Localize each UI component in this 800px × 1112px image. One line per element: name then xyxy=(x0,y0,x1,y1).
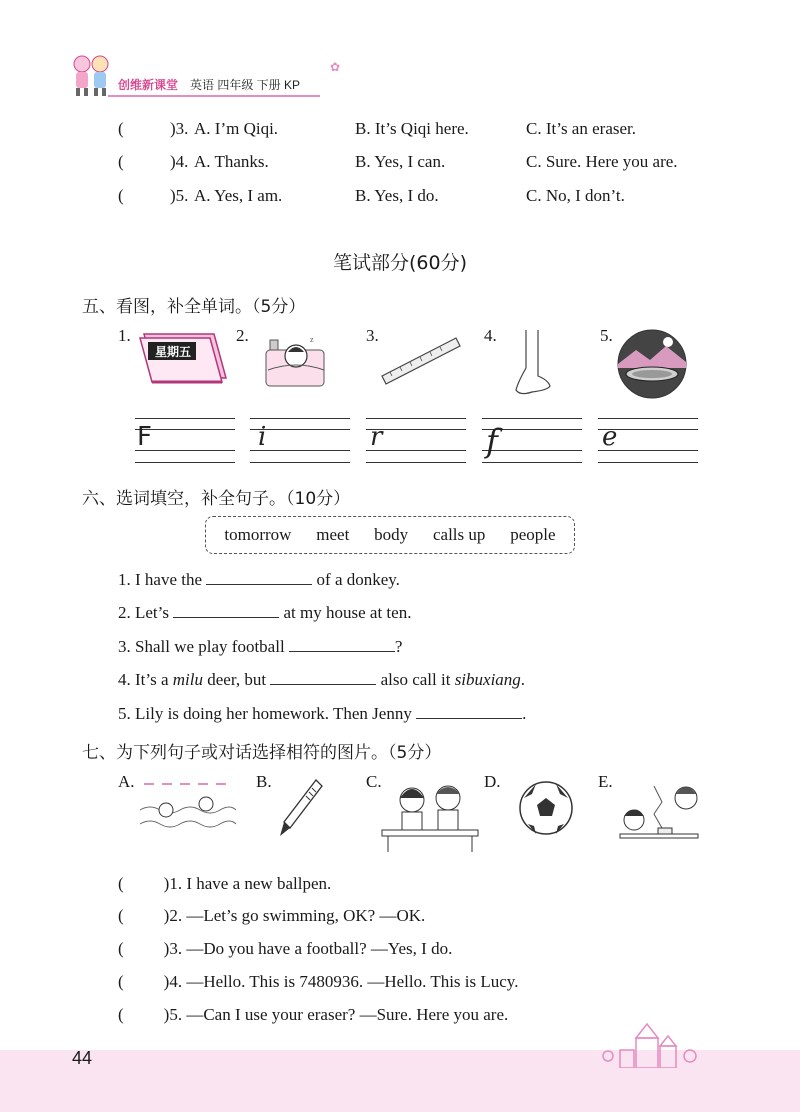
picture-label: D. xyxy=(484,772,501,791)
lake-picture xyxy=(616,328,688,400)
fill-sentence: 1. I have the of a donkey. xyxy=(118,570,400,589)
answer-blank[interactable] xyxy=(206,568,312,585)
ruler-picture xyxy=(378,330,462,390)
fill-sentence: 4. It’s a milu deer, but also call it sibuxiang. xyxy=(118,670,526,689)
match-question: ( )2. —Let’s go swimming, OK? —OK. xyxy=(118,906,426,925)
item-number: 2. xyxy=(236,326,249,345)
svg-text:z: z xyxy=(310,335,314,344)
match-question: ( )1. I have a new ballpen. xyxy=(118,874,332,893)
answer-blank[interactable] xyxy=(173,601,279,618)
page-number: 44 xyxy=(72,1048,93,1068)
item-number: 4. xyxy=(484,326,497,345)
header-star-icon: ✿ xyxy=(330,60,341,74)
phone-call-picture xyxy=(614,778,704,846)
foot-picture xyxy=(508,328,556,398)
item-number: 1. xyxy=(118,326,131,345)
header-rule xyxy=(108,95,320,97)
word-bank xyxy=(205,516,575,554)
word-bank-item: meet xyxy=(316,525,350,544)
answer-blank[interactable] xyxy=(289,635,395,652)
section5-title: 五、看图，补全单词。（5分） xyxy=(82,297,306,317)
item-number: 3. xyxy=(366,326,379,345)
fill-sentence: 2. Let’s at my house at ten. xyxy=(118,603,412,622)
calendar-picture xyxy=(138,330,230,386)
ballpen-picture xyxy=(276,776,326,840)
header-kids-logo xyxy=(66,52,116,98)
writing-lines: e xyxy=(598,418,698,478)
picture-label: C. xyxy=(366,772,382,791)
match-question: ( )3. —Do you have a football? —Yes, I do. xyxy=(118,939,453,958)
section6-title: 六、选词填空，补全句子。（10分） xyxy=(82,489,351,509)
answer-blank[interactable] xyxy=(416,702,522,719)
calendar-text: 星期五 xyxy=(155,345,192,359)
written-part-title: 笔试部分(60分) xyxy=(332,252,467,274)
word-bank-item: body xyxy=(374,525,409,544)
fill-sentence: 5. Lily is doing her homework. Then Jenny . xyxy=(118,704,527,723)
football-picture xyxy=(518,780,574,836)
section7-title: 七、为下列句子或对话选择相符的图片。（5分） xyxy=(82,743,442,763)
sleeping-boy-picture xyxy=(262,330,328,392)
two-kids-desk-picture xyxy=(380,780,480,854)
writing-lines: i xyxy=(250,418,350,478)
brand-title: 创维新课堂 xyxy=(118,78,179,92)
picture-label: A. xyxy=(118,772,135,791)
word-bank-item: calls up xyxy=(432,525,486,544)
item-number: 5. xyxy=(600,326,613,345)
writing-lines: F xyxy=(135,418,235,478)
castle-decoration-icon xyxy=(600,1022,710,1068)
swimming-picture xyxy=(138,780,238,836)
fill-sentence: 3. Shall we play football ? xyxy=(118,637,403,656)
match-question: ( )5. —Can I use your eraser? —Sure. Here you are. xyxy=(118,1005,509,1024)
picture-label: B. xyxy=(256,772,272,791)
picture-label: E. xyxy=(598,772,613,791)
writing-lines: r xyxy=(366,418,466,478)
match-question: ( )4. —Hello. This is 7480936. —Hello. This is Lucy. xyxy=(118,972,519,991)
word-bank-item: tomorrow xyxy=(224,525,292,544)
writing-lines: f xyxy=(482,418,582,478)
answer-blank[interactable] xyxy=(270,668,376,685)
book-info: 英语 四年级 下册 KP xyxy=(190,78,301,92)
word-bank-item: people xyxy=(510,525,556,544)
